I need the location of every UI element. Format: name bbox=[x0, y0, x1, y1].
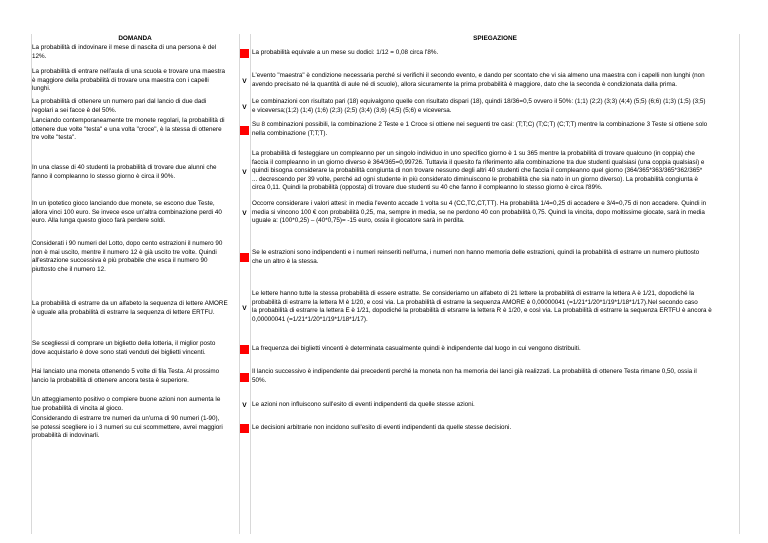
answer-mark-cell[interactable]: F bbox=[240, 373, 249, 382]
column-header-spiegazione[interactable]: SPIEGAZIONE bbox=[473, 35, 517, 42]
table-row bbox=[0, 240, 768, 275]
domanda-cell[interactable]: Hai lanciato una moneta ottenendo 5 volte di fila Testa. Al prossimo lancio la probabilità di ottenere ancora testa è superiore. bbox=[32, 368, 220, 384]
table-row bbox=[0, 290, 768, 326]
table-row bbox=[0, 68, 768, 95]
table-row bbox=[0, 117, 768, 144]
domanda-cell[interactable]: Lanciando contemporaneamente tre monete regolari, la probabilità di ottenere due volte "testa" e una volta "croce", è la stessa di ottenere tre volte "testa". bbox=[32, 117, 225, 142]
domanda-cell[interactable]: Considerando di estrarre tre numeri da un'urna di 90 numeri (1-90), se potessi scegliere io i 3 numeri su cui scommettere, avrei maggiori probabilità di indovinarli. bbox=[32, 415, 223, 440]
column-header-domanda[interactable]: DOMANDA bbox=[118, 35, 152, 42]
answer-mark-cell[interactable]: V bbox=[242, 78, 247, 85]
domanda-cell[interactable]: La probabilità di indovinare il mese di nascita di una persona è del 12%. bbox=[32, 44, 217, 60]
domanda-cell[interactable]: In un ipotetico gioco lanciando due monete, se escono due Teste, allora vinci 100 euro. Se invece esce un'altra combinazione perdi 40 euro. Alla lunga questo gioco farà perdere soldi. bbox=[32, 200, 222, 225]
domanda-cell[interactable]: In una classe di 40 studenti la probabilità di trovare due alunni che fanno il compleanno lo stesso giorno è circa il 90%. bbox=[32, 164, 217, 180]
spiegazione-cell[interactable]: Se le estrazioni sono indipendenti e i numeri reinseriti nell'urna, i numeri non hanno memoria delle estrazioni, quindi la probabilità di estrarre un numero piuttosto che un altro è la stessa. bbox=[252, 249, 700, 265]
answer-mark-cell[interactable]: F bbox=[240, 126, 249, 135]
answer-mark-cell[interactable]: V bbox=[242, 169, 247, 176]
spiegazione-cell[interactable]: Occorre considerare i valori attesi: in media l'evento accade 1 volta su 4 (CC,TC,CT,TT). Ha probabilità 1/4=0,25 di accadere e 3/4=0,75 di non accadere. Quindi in media si vincono 100 € con probabilità 0,25, ma, sempre in media, se ne perdono 40 con probabilità 0,75. Quindi la vincita, dopo moltissime giocate, sarà in media uguale a: (100*0,25) – (40*0,75)= -15 euro, ossia il giocatore sarà in perdita. bbox=[252, 200, 707, 225]
table-row bbox=[0, 340, 768, 358]
answer-mark-cell[interactable]: F bbox=[240, 253, 249, 262]
answer-mark-cell[interactable]: V bbox=[242, 104, 247, 111]
table-row bbox=[0, 396, 768, 414]
domanda-cell[interactable]: Se scegliessi di comprare un biglietto della lotteria, il miglior posto dove acquistarlo è dove sono stati venduti dei biglietti vincenti. bbox=[32, 340, 216, 356]
answer-mark-cell[interactable]: V bbox=[242, 305, 247, 312]
spiegazione-cell[interactable]: Le lettere hanno tutte la stessa probabilità di essere estratte. Se consideriamo un alfabeto di 21 lettere la probabilità di estrarre la lettera A è 1/21, dopodiché la probabilità di estrarre la lettera M è 1/20, e così via. La probabilità di estrarre la sequenza AMORE è 0,00000041 (=1/21*1/20*1/19*1/18*1/17).Nel secondo caso la probabilità di estrarre la lettera E è 1/21, dopodiché la probabilità di etsrarre la lettera R è 1/20, e così via. La probabilità di estrarre la sequenza ERTFU è ancora è 0,00000041 (=1/21*1/20*1/19*1/18*1/17). bbox=[252, 290, 712, 323]
answer-mark-cell[interactable]: F bbox=[240, 345, 249, 354]
table-row bbox=[0, 415, 768, 442]
spiegazione-cell[interactable]: La probabilità di festeggiare un compleanno per un singolo individuo in uno specifico giorno è 1 su 365 mentre la probabilità di trovare qualcuno (in coppia) che faccia il compleanno in un giorno diverso è 364/365=0,99726. Tuttavia il quesito fa riferimento alla combinazione tra due studenti qualsiasi (una coppia qualsiasi) e quindi bisogna considerare la probabilità congiunta di non trovare nessuno degli altri 40 studenti che faccia il compleanno quel giorno (364/365*363/365*362/365* ... decrescendo per 39 volte, perché ad ogni studente in più considerato diminuiscono le probabilità che sia nato in un giorno diverso). La probabilità congiunta è circa 0,11. Quindi la probabilità (opposta) di trovare due studenti su 40 che fanno il compleanno lo stesso giorno è circa l'89%. bbox=[252, 150, 705, 192]
spiegazione-cell[interactable]: Le combinazioni con risultato pari (18) equivalgono quelle con risultato dispari (18), quindi 18/36=0,5 ovvero il 50%: (1;1) (2;2) (3;3) (4;4) (5;5) (6;6) (1;3) (1;5) (3;5) e viceversa;(1;2) (1;4) (1;6) (2;3) (2;5) (3;4) (3;6) (4;5) (5;6) e viceversa. bbox=[252, 98, 706, 114]
domanda-cell[interactable]: Un atteggiamento positivo o compiere buone azioni non aumenta le tue probabilità di vincita al gioco. bbox=[32, 396, 221, 412]
domanda-cell[interactable]: Considerati i 90 numeri del Lotto, dopo cento estrazioni il numero 90 non è mai uscito, mentre il numero 12 è già uscito tre volte. Quindi all'estrazione successiva è più probabile che esca il numero 90 piuttosto che il numero 12. bbox=[32, 240, 223, 273]
table-row bbox=[0, 368, 768, 386]
spiegazione-cell[interactable]: Su 8 combinazioni possibili, la combinazione 2 Teste e 1 Croce si ottiene nei seguenti tre casi: (T;T;C) (T;C;T) (C;T;T) mentre la combinazione 3 Teste si ottiene solo nella combinazione (T;T;T). bbox=[252, 121, 708, 137]
answer-mark-cell[interactable]: F bbox=[240, 424, 249, 433]
domanda-cell[interactable]: La probabilità di estrarre da un alfabeto la sequenza di lettere AMORE è uguale alla probabilità di estrarre la sequenza di lettere ERTFU. bbox=[32, 300, 228, 316]
table-row bbox=[0, 98, 768, 116]
domanda-cell[interactable]: La probabilità di ottenere un numero pari dal lancio di due dadi regolari a sei facce è del 50%. bbox=[32, 98, 207, 114]
answer-mark-cell[interactable]: V bbox=[242, 210, 247, 217]
domanda-cell[interactable]: La probabilità di entrare nell'aula di una scuola e trovare una maestra è maggiore della probabilità di trovare una maestra con i capelli lunghi. bbox=[32, 68, 226, 93]
answer-mark-cell[interactable]: V bbox=[242, 402, 247, 409]
spiegazione-cell[interactable]: Le decisioni arbitrarie non incidono sull'esito di eventi indipendenti da quelle stesse decisioni. bbox=[252, 424, 512, 431]
spiegazione-cell[interactable]: La probabilità equivale a un mese su dodici: 1/12 = 0,08 circa l'8%. bbox=[252, 49, 439, 56]
spiegazione-cell[interactable]: La frequenza dei biglietti vincenti è determinata casualmente quindi è indipendente dal luogo in cui vengono distribuiti. bbox=[252, 345, 581, 352]
spiegazione-cell[interactable]: Il lancio successivo è indipendente dai precedenti perché la moneta non ha memoria dei lanci già realizzati. La probabilità di ottenere Testa rimane 0,50, ossia il 50%. bbox=[252, 368, 697, 384]
table-row bbox=[0, 200, 768, 227]
table-row bbox=[0, 44, 768, 62]
spiegazione-cell[interactable]: Le azioni non influiscono sull'esito di eventi indipendenti da quelle stesse azioni. bbox=[252, 401, 475, 408]
spiegazione-cell[interactable]: L'evento "maestra" è condizione necessaria perché si verifichi il secondo evento, e dando per scontato che vi sia almeno una maestra con i capelli non lunghi (non avendo precisato né la quantità di aule né di scuole), allora sicuramente la prima probabilità è maggiore, dato che la seconda è condizionata dalla prima. bbox=[252, 72, 705, 88]
answer-mark-cell[interactable]: F bbox=[240, 49, 249, 58]
table-row bbox=[0, 150, 768, 194]
